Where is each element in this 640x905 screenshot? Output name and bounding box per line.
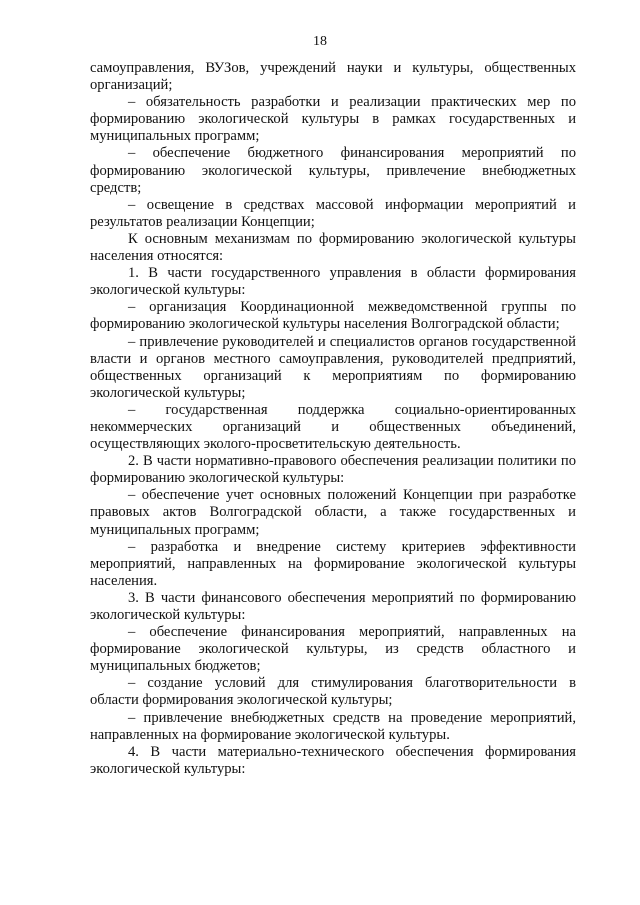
section-heading: 3. В части финансового обеспечения мероприятий по формированию экологической культуры: [90, 589, 576, 623]
document-body [90, 60, 576, 778]
paragraph: – освещение в средствах массовой информации мероприятий и результатов реализации Концепции; [90, 196, 576, 230]
paragraph: – государственная поддержка социально-ориентированных некоммерческих организаций и общественных объединений, осуществляющих эколого-просветительскую деятельность. [90, 401, 576, 453]
paragraph: – организация Координационной межведомственной группы по формированию экологической культуры населения Волгоградской области; [90, 299, 576, 333]
paragraph: – привлечение руководителей и специалистов органов государственной власти и органов местного самоуправления, руководителей предприятий, общественных организаций к мероприятиям по формированию экологической культуры; [90, 333, 576, 401]
section-heading: 4. В части материально-технического обеспечения формирования экологической культуры: [90, 743, 576, 777]
paragraph: – разработка и внедрение систему критериев эффективности мероприятий, направленных на формирование экологической культуры населения. [90, 538, 576, 589]
paragraph: самоуправления, ВУЗов, учреждений науки и культуры, общественных организаций; [90, 60, 576, 94]
page-number: 18 [313, 34, 327, 49]
paragraph: – обеспечение финансирования мероприятий, направленных на формирование экологической культуры, из средств областного и муниципальных бюджетов; [90, 624, 576, 675]
section-heading: 2. В части нормативно-правового обеспечения реализации политики по формированию экологической культуры: [90, 453, 576, 487]
paragraph: – обеспечение учет основных положений Концепции при разработке правовых актов Волгоградской области, а также государственных и муниципальных программ; [90, 487, 576, 538]
paragraph: – обязательность разработки и реализации практических мер по формированию экологической культуры в рамках государственных и муниципальных программ; [90, 94, 576, 145]
paragraph: – обеспечение бюджетного финансирования мероприятий по формированию экологической культуры, привлечение внебюджетных средств; [90, 145, 576, 196]
paragraph: – привлечение внебюджетных средств на проведение мероприятий, направленных на формирование экологической культуры. [90, 709, 576, 743]
paragraph: К основным механизмам по формированию экологической культуры населения относятся: [90, 230, 576, 265]
paragraph: – создание условий для стимулирования благотворительности в области формирования экологической культуры; [90, 675, 576, 709]
section-heading: 1. В части государственного управления в области формирования экологической культуры: [90, 265, 576, 299]
